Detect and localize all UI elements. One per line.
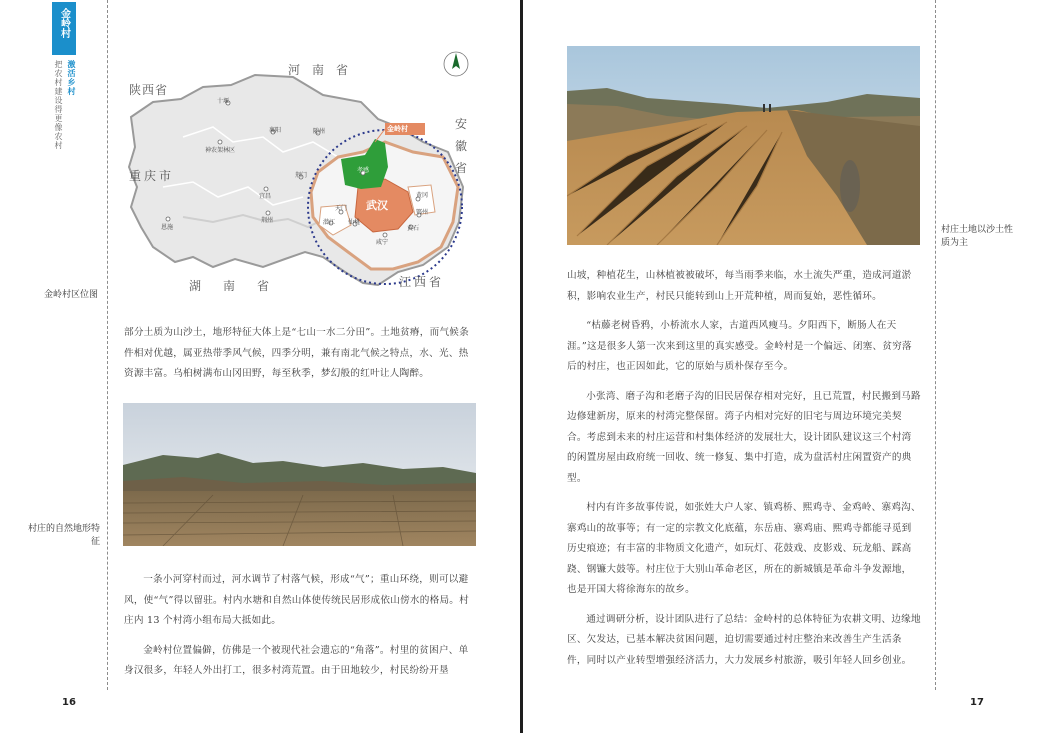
terrain-photo <box>123 403 476 546</box>
map-label-anhui: 安徽省 <box>455 117 468 175</box>
left-text-block-2 <box>124 570 476 682</box>
right-paragraph-5: 通过调研分析，设计团队进行了总结：金岭村的总体特征为农耕文明、边缘地区、欠发达，已基本解决贫困问题，迫切需要通过村庄整治来改善生产生活条件，同时以产业转型增强经济活力，大力发展乡村旅游，吸引年轻人回乡创业。 <box>567 613 921 666</box>
location-map <box>123 47 476 302</box>
map-label-chongqing: 重庆市 <box>129 169 175 183</box>
right-paragraph-3: 小张湾、磨子沟和老磨子沟的旧民居保存相对完好，且已荒置，村民搬到马路边修建新房，原来的村湾完整保留。湾子内相对完好的旧宅与周边环境完美契合。考虑到未来的村庄运营和村集体经济的发展壮大，设计团队建议这三个村湾的闲置房屋由政府统一回收、统一修复、集中打造，成为盘活村庄闲置资产的典型。 <box>567 390 921 484</box>
soil-photo-caption: 村庄土地以沙土性质为主 <box>941 225 1014 248</box>
map-label-jiangxi: 江西省 <box>399 275 445 289</box>
map-caption: 金岭村区位图 <box>43 290 98 300</box>
map-label-tianmen: 天门 <box>335 205 348 212</box>
series-title: 把农村建设得更像农村 <box>54 60 63 150</box>
map-label-shiyan: 十堰 <box>217 98 230 105</box>
chapter-tab: 金岭村 <box>52 2 76 55</box>
map-label-enshi: 恩施 <box>161 224 174 231</box>
map-label-huanggang: 黄冈 <box>416 192 429 199</box>
left-margin-rule <box>107 0 108 690</box>
map-label-qianjiang: 潜江 <box>323 219 336 226</box>
map-label-henan: 河南省 <box>288 63 361 77</box>
map-label-wuhan: 武汉 <box>366 199 388 212</box>
map-label-shennongjia: 神农架林区 <box>205 147 236 154</box>
map-label-huangshi: 黄石 <box>407 225 420 232</box>
map-label-jingmen: 荆门 <box>295 172 308 179</box>
map-label-suizhou: 随州 <box>313 128 326 135</box>
soil-photo <box>567 46 920 245</box>
right-paragraph-1: 山坡，种植花生，山林植被被破坏，每当雨季来临，水土流失严重，造成河道淤积，影响农业生产，村民只能转到山上开荒种植，周而复始，恶性循环。 <box>567 270 912 302</box>
map-label-jinling: 金岭村 <box>387 125 408 133</box>
map-label-xiaogan: 孝感 <box>357 167 370 174</box>
chapter-subtitle: 激活乡村 <box>67 60 76 96</box>
map-label-hunan: 湖南省 <box>189 279 292 293</box>
terrain-photo-caption: 村庄的自然地形特征 <box>27 524 100 547</box>
map-label-xianning: 咸宁 <box>376 239 389 246</box>
right-text-block <box>567 266 921 671</box>
map-label-xiantao: 仙桃 <box>348 219 361 226</box>
right-page <box>523 0 1041 733</box>
left-page <box>0 0 520 733</box>
page-number-right: 17 <box>970 697 984 708</box>
right-paragraph-2: “枯藤老树昏鸦，小桥流水人家，古道西风瘦马。夕阳西下，断肠人在天涯。”这是很多人第一次来到这里的真实感受。金岭村是一个偏远、闭塞、贫穷落后的村庄，也正因如此，它的原始与质朴保存至今。 <box>567 320 912 372</box>
map-label-ezhou: 鄂州 <box>416 209 429 216</box>
left-paragraph-2: 一条小河穿村而过，河水调节了村落气候，形成“气”；重山环绕，则可以避风，使“气”得以留驻。村内水塘和自然山体使传统民居形成依山傍水的格局。村庄内 13 个村湾小组布局大抵如此。 <box>124 574 469 626</box>
page-number-left: 16 <box>62 697 76 708</box>
map-label-shaanxi: 陕西省 <box>129 83 169 97</box>
right-paragraph-4: 村内有许多故事传说，如张姓大户人家、镇鸡桥、熙鸡寺、金鸡岭、寨鸡沟、寨鸡山的故事等；有一定的宗教文化底蕴，东岳庙、寨鸡庙、熙鸡寺都能寻觅到历史痕迹；有丰富的非物质文化遗产，如玩灯、花鼓戏、皮影戏、玩龙船、踩高跷、钢镰大鼓等。村庄位于大别山革命老区，所在的新城镇是革命斗争发源地，也是开国大将徐海东的故乡。 <box>567 502 921 595</box>
left-text-block-1 <box>124 323 476 385</box>
right-margin-rule <box>935 0 936 690</box>
map-label-yichang: 宜昌 <box>259 193 272 200</box>
map-label-xiangyang: 襄阳 <box>269 127 282 134</box>
map-label-jingzhou: 荆州 <box>261 217 274 224</box>
left-paragraph-1: 部分土质为山沙土，地形特征大体上是“七山一水二分田”。土地贫瘠，而气候条件相对优越，属亚热带季风气候，四季分明，兼有南北气候之特点，水、光、热资源丰富。乌桕树满布山冈田野，每至秋季，梦幻般的红叶让人陶醉。 <box>124 327 469 379</box>
left-paragraph-3: 金岭村位置偏僻，仿佛是一个被现代社会遗忘的“角落”。村里的贫困户、单身汉很多，年轻人外出打工，很多村湾荒置。由于田地较少，村民纷纷开垦 <box>124 644 469 676</box>
